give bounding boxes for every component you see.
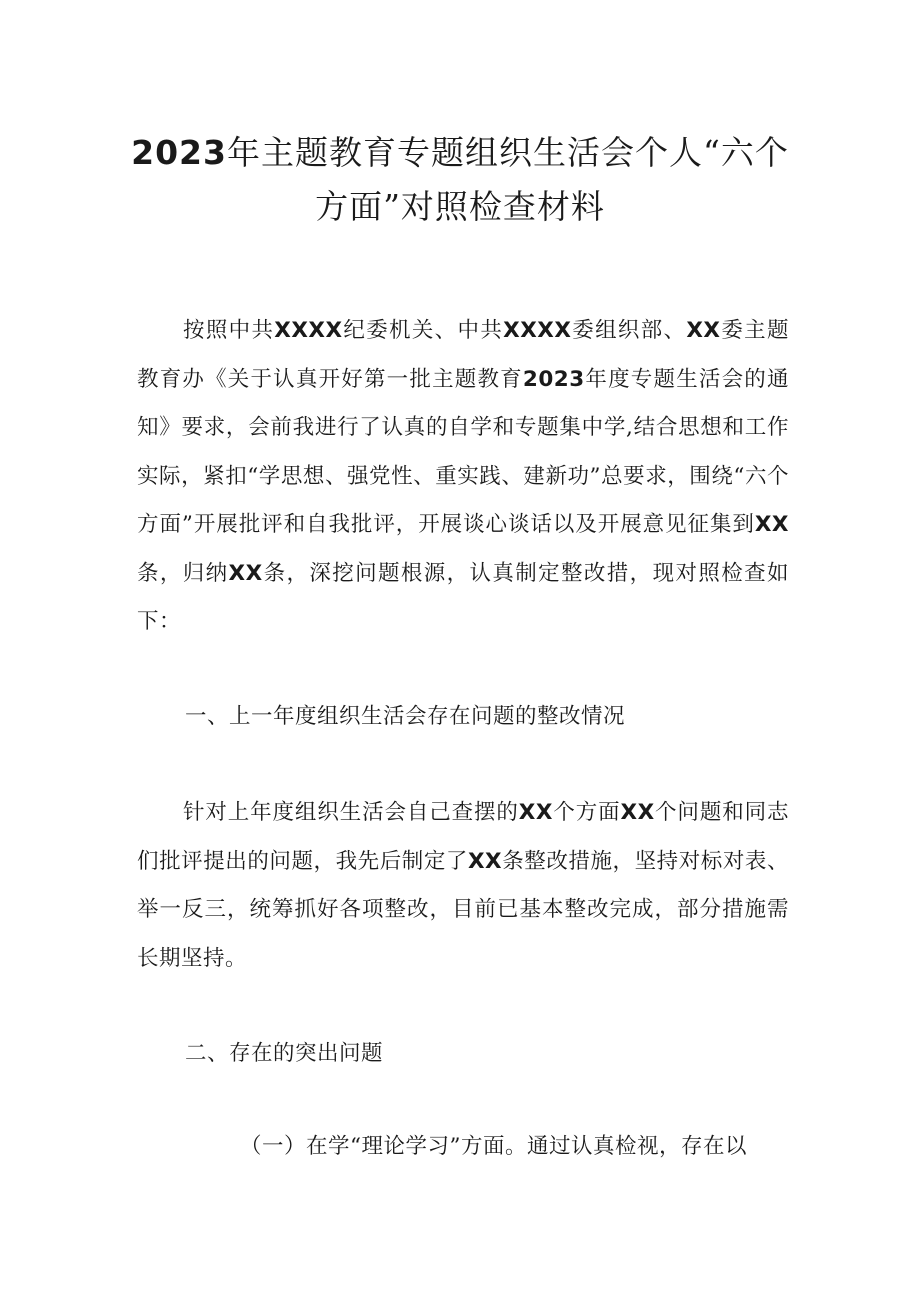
section-2-heading: 二、存在的突出问题 <box>185 1041 384 1066</box>
intro-paragraph: 按照中共XXXX纪委机关、中共XXXX委组织部、XX委主题教育办《关于认真开好第一批主题教育2023年度专题生活会的通知》要求，会前我进行了认真的自学和专题集中学,结合思想和工作实际，紧扣“学思想、强党性、重实践、建新功”总要求，围绕“六个方面”开展批评和自我批评，开展谈心谈话以及开展意见征集到XX条，归纳XX条，深挖问题根源，认真制定整改措，现对照检查如下： <box>137 318 789 634</box>
section-2-subheading-1: （一）在学“理论学习”方面。通过认真检视，存在以 <box>240 1134 747 1159</box>
title-line-2: 方面”对照检查材料 <box>315 187 605 226</box>
title-line-1: 2023年主题教育专题组织生活会个人“六个 <box>131 133 789 172</box>
section-1-heading: 一、上一年度组织生活会存在问题的整改情况 <box>185 704 626 729</box>
section-1-body: 针对上年度组织生活会自己查摆的XX个方面XX个问题和同志们批评提出的问题，我先后制定了XX条整改措施，坚持对标对表、举一反三，统筹抓好各项整改，目前已基本整改完成，部分措施需长期坚持。 <box>137 800 789 971</box>
document-title <box>100 126 820 234</box>
